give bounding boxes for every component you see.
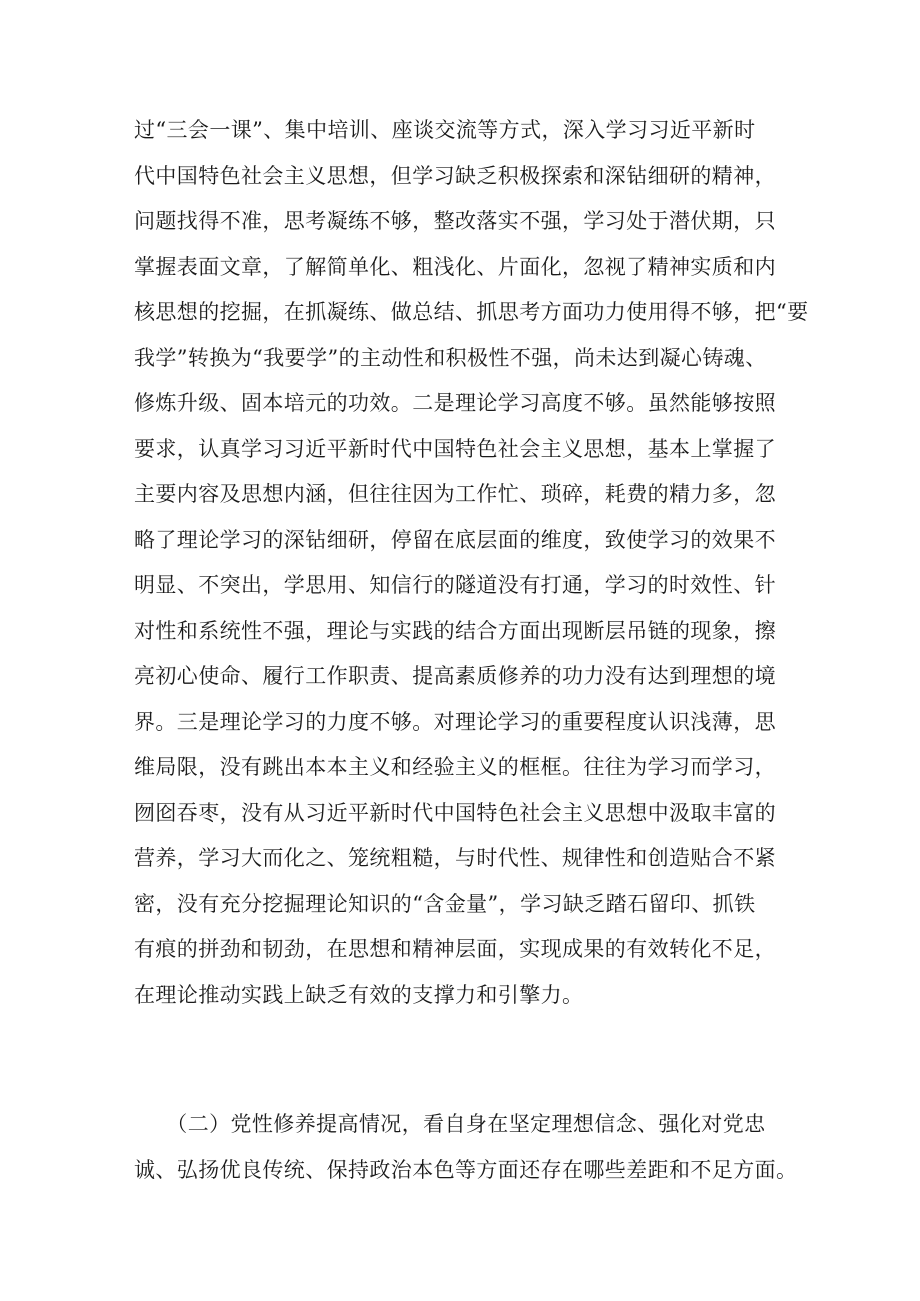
text-line: 密，没有充分挖掘理论知识的“含金量”，学习缺乏踏石留印、抓铁 (134, 891, 756, 916)
text-line: 修炼升级、固本培元的功效。二是理论学习高度不够。虽然能够按照 (134, 391, 776, 415)
text-line: 我学”转换为“我要学”的主动性和积极性不强，尚未达到凝心铸魂、 (134, 345, 767, 370)
text-line: 有痕的拼劲和韧劲，在思想和精神层面，实现成果的有效转化不足， (134, 937, 776, 961)
text-line: 诚、弘扬优良传统、保持政治本色等方面还存在哪些差距和不足方面。 (134, 1157, 798, 1182)
text-line: （二）党性修养提高情况，看自身在坚定理想信念、强化对党忠 (134, 1112, 766, 1136)
text-line: 核思想的挖掘，在抓凝练、做总结、抓思考方面功力使用得不够，把“要 (134, 300, 809, 324)
text-line: 亮初心使命、履行工作职责、提高素质修养的功力没有达到理想的境 (134, 664, 776, 688)
text-line: 过“三会一课”、集中培训、座谈交流等方式，深入学习习近平新时 (134, 118, 756, 142)
text-line: 对性和系统性不强，理论与实践的结合方面出现断层吊链的现象，擦 (134, 618, 776, 643)
text-line: 营养，学习大而化之、笼统粗糙，与时代性、规律性和创造贴合不紧 (134, 846, 776, 870)
text-line: 掌握表面文章，了解简单化、粗浅化、片面化，忽视了精神实质和内 (134, 254, 776, 279)
text-line: 维局限，没有跳出本本主义和经验主义的框框。往往为学习而学习， (134, 755, 776, 779)
text-line: 界。三是理论学习的力度不够。对理论学习的重要程度认识浅薄，思 (134, 709, 776, 734)
text-line: 代中国特色社会主义思想，但学习缺乏积极探索和深钻细研的精神， (134, 163, 776, 188)
text-line: 主要内容及思想内涵，但往往因为工作忙、琐碎，耗费的精力多，忽 (134, 482, 776, 506)
text-line: 略了理论学习的深钻细研，停留在底层面的维度，致使学习的效果不 (134, 527, 776, 552)
text-line: 在理论推动实践上缺乏有效的支撑力和引擎力。 (134, 982, 584, 1007)
paragraph-theory-study (134, 108, 814, 1018)
text-line: 明显、不突出，学思用、知信行的隧道没有打通，学习的时效性、针 (134, 573, 776, 597)
text-line: 要求，认真学习习近平新时代中国特色社会主义思想，基本上掌握了 (134, 436, 776, 461)
text-line: 囫囵吞枣，没有从习近平新时代中国特色社会主义思想中汲取丰富的 (134, 800, 776, 825)
text-line: 问题找得不准，思考凝练不够，整改落实不强，学习处于潜伏期，只 (134, 209, 776, 233)
paragraph-party-spirit-heading (134, 1102, 814, 1193)
